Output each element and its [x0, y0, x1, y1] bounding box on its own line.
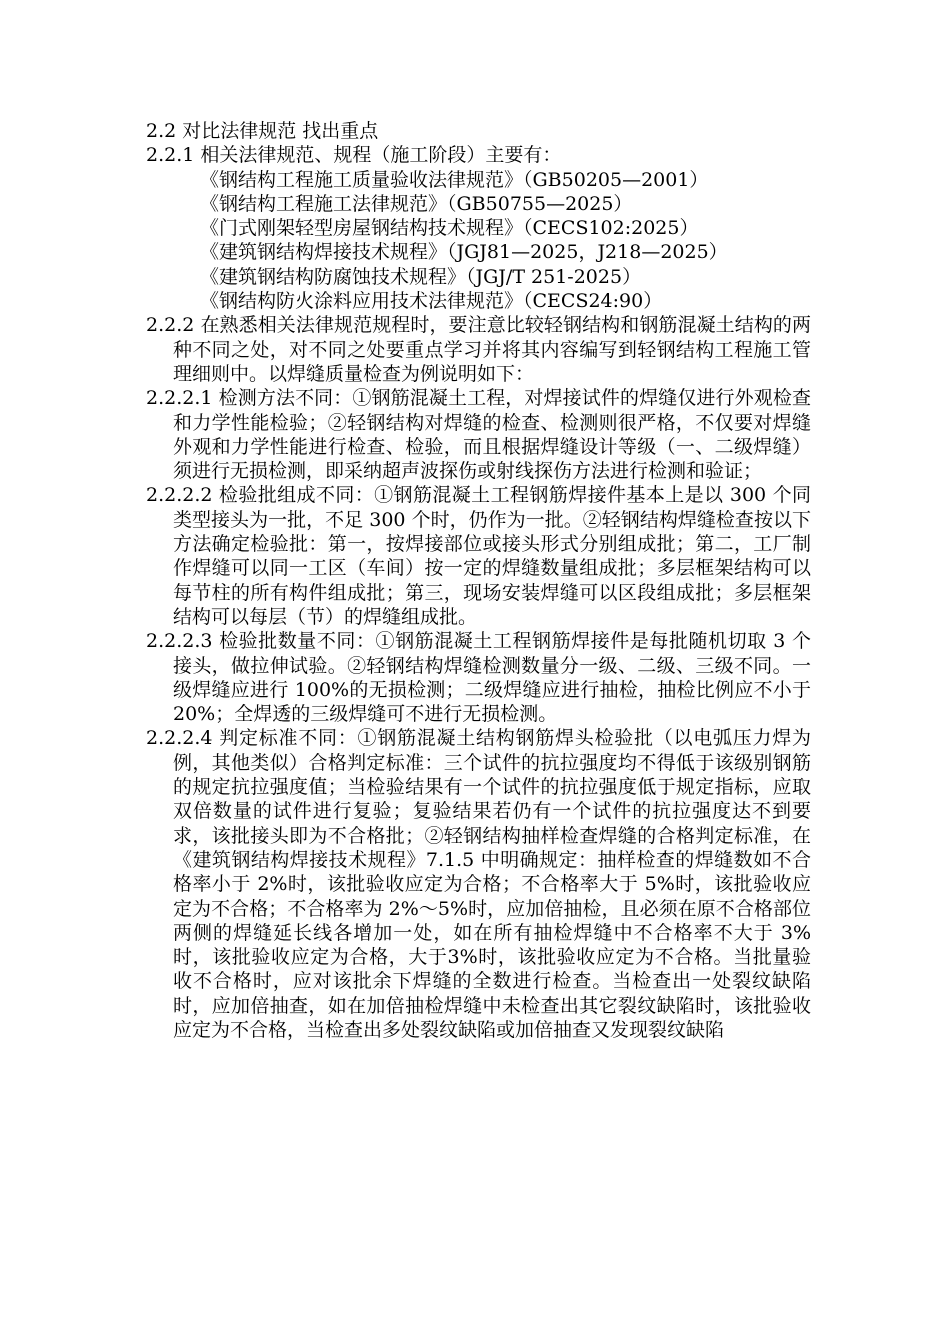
standard-item: 《钢结构防火涂料应用技术法律规范》（CECS24:90）	[200, 290, 663, 313]
paragraph-2-2-2-1: 2.2.2.1 检测方法不同：①钢筋混凝土工程，对焊接试件的焊缝仅进行外观检查和力学性能检验；②轻钢结构对焊缝的检查、检测则很严格，不仅要对焊缝外观和力学性能进行检查、检验，而且根据焊缝设计等级（一、二级焊缝）须进行无损检测，即采纳超声波探伤或射线探伤方法进行检测和验证；	[146, 387, 811, 483]
standard-item: 《门式刚架轻型房屋钢结构技术规程》（CECS102:2025）	[200, 217, 699, 240]
section-heading: 2.2 对比法律规范 找出重点	[146, 120, 379, 142]
paragraph-2-2-2-2: 2.2.2.2 检验批组成不同：①钢筋混凝土工程钢筋焊接件基本上是以 300 个同类型接头为一批，不足 300 个时，仍作为一批。②轻钢结构焊缝检查按以下方法确定检验批：第一，按焊接部位或接头形式分别组成批；第二，工厂制作焊缝可以同一工区（车间）按一定的焊缝数量组成批；多层框架结构可以每节柱的所有构件组成批；第三，现场安装焊缝可以区段组成批；多层框架结构可以每层（节）的焊缝组成批。	[146, 484, 811, 628]
standards-list	[146, 168, 811, 314]
document-page	[146, 119, 811, 1042]
paragraph-2-2-2: 2.2.2 在熟悉相关法律规范规程时，要注意比较轻钢结构和钢筋混凝土结构的两种不同之处，对不同之处要重点学习并将其内容编写到轻钢结构工程施工管理细则中。以焊缝质量检查为例说明如下：	[146, 314, 811, 385]
standard-item: 《钢结构工程施工质量验收法律规范》（GB50205—2001）	[200, 168, 709, 191]
subsection-heading: 2.2.1 相关法律规范、规程（施工阶段）主要有：	[146, 144, 562, 167]
standard-item: 《钢结构工程施工法律规范》（GB50755—2025）	[200, 192, 633, 215]
paragraph-2-2-2-4: 2.2.2.4 判定标准不同：①钢筋混凝土结构钢筋焊头检验批（以电弧压力焊为例，其他类似）合格判定标准：三个试件的抗拉强度均不得低于该级别钢筋的规定抗拉强度值；当检验结果有一个试件的抗拉强度低于规定指标，应取双倍数量的试件进行复验；复验结果若仍有一个试件的抗拉强度达不到要求，该批接头即为不合格批；②轻钢结构抽样检查焊缝的合格判定标准，在《建筑钢结构焊接技术规程》7.1.5 中明确规定：抽样检查的焊缝数如不合格率小于 2%时，该批验收应定为合格；不合格率大于 5%时，该批验收应定为不合格；不合格率为 2%～5%时，应加倍抽检，且必须在原不合格部位两侧的焊缝延长线各增加一处，如在所有抽检焊缝中不合格率不大于 3%时，该批验收应定为合格，大于3%时，该批验收应定为不合格。当批量验收不合格时，应对该批余下焊缝的全数进行检查。当检查出一处裂纹缺陷时，应加倍抽查，如在加倍抽检焊缝中未检查出其它裂纹缺陷时，该批验收应定为不合格，当检查出多处裂纹缺陷或加倍抽查又发现裂纹缺陷	[146, 727, 811, 1041]
standard-item: 《建筑钢结构焊接技术规程》（JGJ81—2025，J218—2025）	[200, 241, 728, 264]
standard-item: 《建筑钢结构防腐蚀技术规程》（JGJ/T 251-2025）	[200, 265, 642, 288]
paragraph-2-2-2-3: 2.2.2.3 检验批数量不同：①钢筋混凝土工程钢筋焊接件是每批随机切取 3 个接头，做拉伸试验。②轻钢结构焊缝检测数量分一级、二级、三级不同。一级焊缝应进行 100%的无损检测；二级焊缝应进行抽检，抽检比例应不小于 20%；全焊透的三级焊缝可不进行无损检测。	[146, 630, 811, 726]
